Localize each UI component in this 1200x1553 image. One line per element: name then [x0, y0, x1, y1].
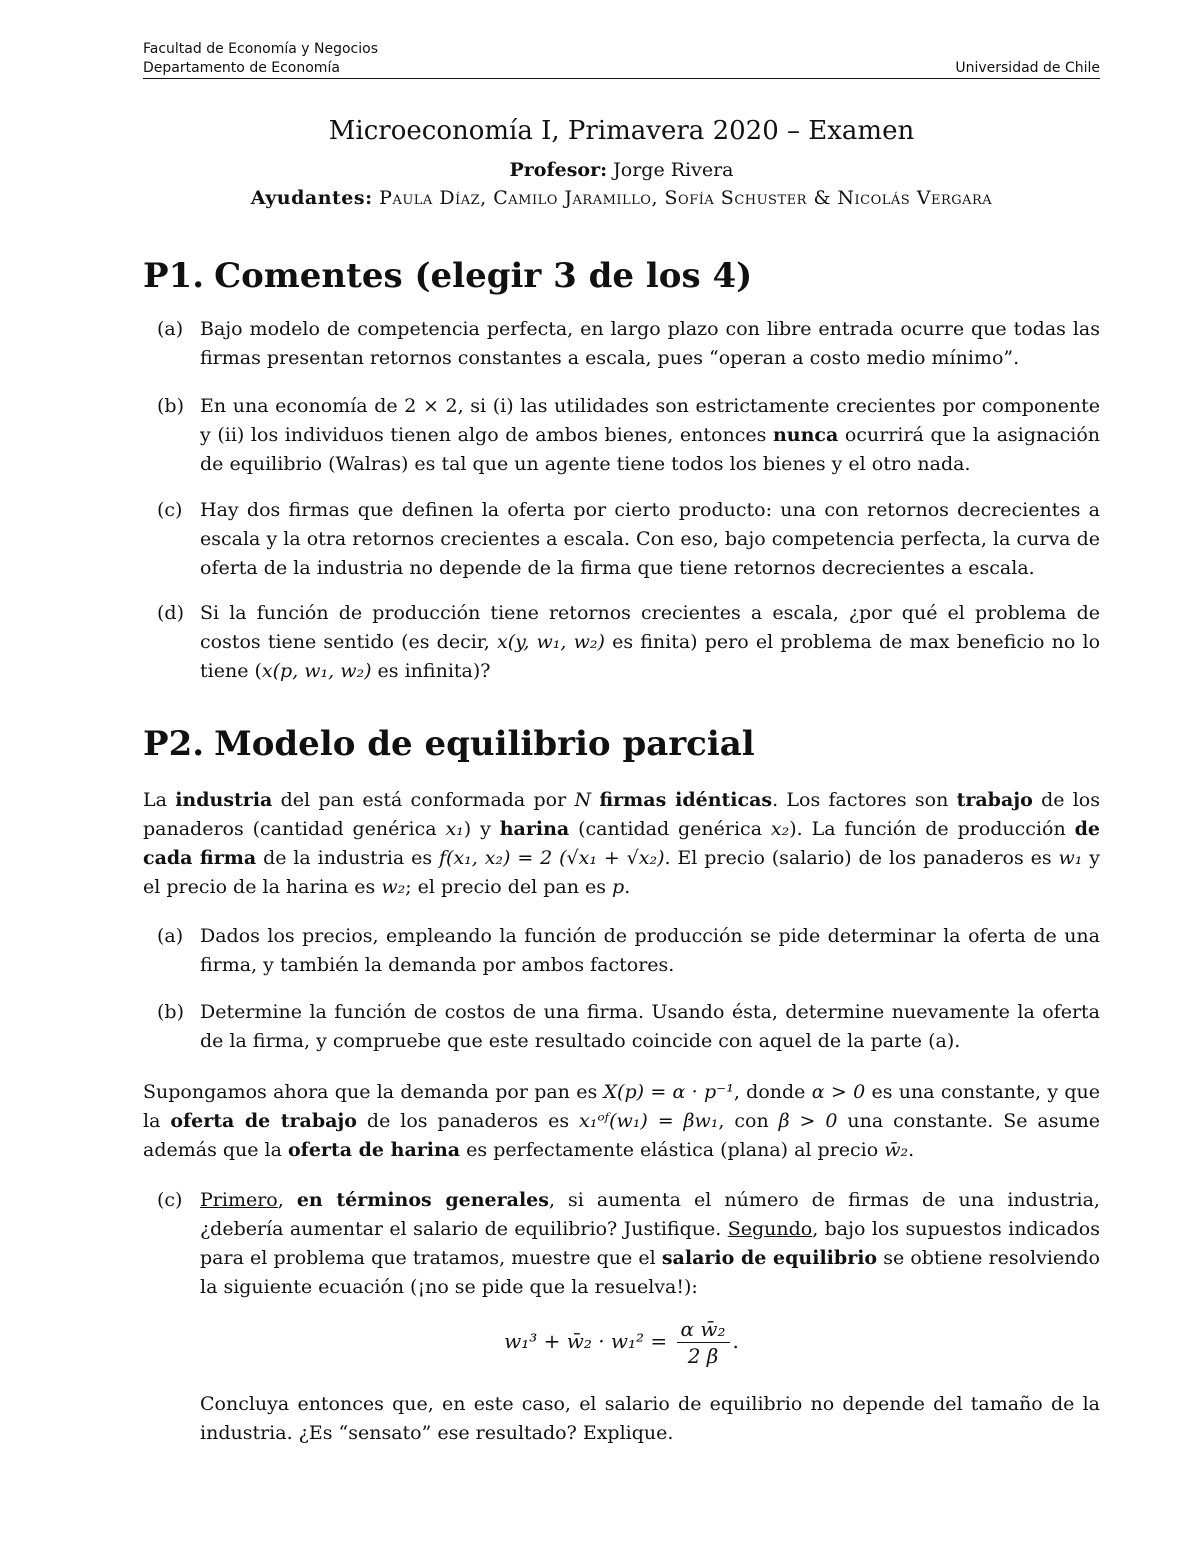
math-expression: β > 0: [778, 1110, 838, 1132]
math-expression: x₁: [445, 818, 464, 840]
emphasis-text: nunca: [772, 424, 839, 446]
item-label: (b): [157, 395, 184, 417]
text-run: de la industria es: [256, 847, 439, 869]
p2-item-a: [143, 922, 1100, 980]
math-expression: x(p, w₁, w₂): [261, 660, 372, 682]
emphasis-text: harina: [499, 818, 570, 840]
university-name: Universidad de Chile: [955, 60, 1100, 76]
item-text: Determine la función de costos de una firma. Usando ésta, determine nuevamente la oferta de la firma, y compruebe que este resultado coincide con aquel de la parte (a).: [200, 1001, 1100, 1052]
item-text: [200, 1186, 1100, 1302]
item-label: (c): [157, 499, 183, 521]
text-run: , con: [718, 1110, 779, 1132]
math-expression: w₁: [1058, 847, 1083, 869]
fraction-numerator: α w̄₂: [677, 1316, 730, 1343]
text-run: ; el precio del pan es: [405, 876, 613, 898]
emphasis-text: oferta de harina: [288, 1139, 461, 1161]
math-expression: x(y, w₁, w₂): [497, 631, 605, 653]
text-run: ,: [277, 1189, 297, 1211]
p2-conclusion: Concluya entonces que, en este caso, el salario de equilibrio no depende del tamaño de la industria. ¿Es “sensato” ese resultado? Explique.: [200, 1393, 1100, 1444]
text-run: . El precio (salario) de los panaderos es: [664, 847, 1059, 869]
text-run: ocurrirá que la asignación de equilibrio (Walras) es tal que un agente tiene todos los bienes y el otro nada.: [200, 424, 1100, 475]
emphasis-text: trabajo: [956, 789, 1033, 811]
text-run: .: [908, 1139, 915, 1161]
title-block: [143, 112, 1100, 212]
item-text: [200, 392, 1100, 479]
text-run: de los panaderos (cantidad genérica: [143, 789, 1100, 840]
text-run: del pan está conformada por: [272, 789, 575, 811]
item-text: Hay dos firmas que definen la oferta por cierto producto: una con retornos decrecientes a escala y la otra retornos crecientes a escala. Con eso, bajo competencia perfecta, la curva de oferta de la industria no depende de la firma que tiene retornos decrecientes a escala.: [200, 499, 1100, 579]
section-p1-title: [143, 254, 752, 298]
math-expression: w₂: [381, 876, 406, 898]
assistants-label: Ayudantes:: [250, 187, 373, 209]
emphasis-text: oferta de trabajo: [170, 1110, 357, 1132]
text-run: , si aumenta el número de firmas de una industria, ¿debería aumentar el salario de equilibrio? Justifique.: [200, 1189, 1100, 1240]
p2-item-c: [143, 1186, 1100, 1302]
professor-name: Jorge Rivera: [613, 159, 734, 181]
running-header: [143, 40, 1100, 78]
equation-period: .: [732, 1329, 739, 1353]
math-expression: p: [612, 876, 625, 898]
math-expression: w̄₂: [884, 1139, 909, 1161]
assistants-line: [143, 184, 1100, 212]
item-text: [200, 599, 1100, 686]
text-run: de los panaderos es: [356, 1110, 579, 1132]
text-run: es una constante, y que la: [143, 1081, 1101, 1132]
text-run: , bajo los supuestos indicados para el problema que tratamos, muestre que el: [200, 1218, 1100, 1269]
emphasis-text: salario de equilibrio: [661, 1247, 878, 1269]
text-run: La: [143, 789, 176, 811]
equilibrium-equation: [143, 1316, 1100, 1369]
document-title: Microeconomía I, Primavera 2020 – Examen: [328, 116, 915, 146]
text-run: (cantidad genérica: [569, 818, 771, 840]
item-label: (c): [157, 1189, 183, 1211]
math-expression: x₂: [770, 818, 790, 840]
p2-item-b: [143, 998, 1100, 1056]
assistants-names: Paula Díaz, Camilo Jaramillo, Sofía Schuster & Nicolás Vergara: [379, 187, 993, 209]
text-run: es infinita)?: [371, 660, 491, 682]
equation-fraction: [677, 1316, 730, 1369]
p2-suppose: [143, 1078, 1100, 1165]
item-label: (a): [157, 318, 184, 340]
text-run: .: [624, 876, 631, 898]
p2-intro: [143, 786, 1100, 902]
section-number: P2.: [143, 724, 205, 764]
header-rule: [143, 78, 1100, 79]
text-run: es finita) pero el problema de max beneficio no lo tiene (: [200, 631, 1101, 682]
emphasis-text: en términos generales: [296, 1189, 549, 1211]
p1-item-b: [143, 392, 1100, 479]
emphasis-text: firmas idénticas: [599, 789, 773, 811]
p1-item-c: [143, 496, 1100, 583]
section-heading: Comentes (elegir 3 de los 4): [214, 256, 753, 296]
text-run: ). La función de producción: [789, 818, 1075, 840]
text-run: una constante. Se asume además que la: [143, 1110, 1100, 1161]
item-label: (a): [157, 925, 184, 947]
math-expression: N: [574, 789, 592, 811]
department-name: Departamento de Economía: [143, 60, 340, 76]
text-run: Supongamos ahora que la demanda por pan es: [143, 1081, 604, 1103]
text-run: , donde: [733, 1081, 812, 1103]
p1-item-a: [143, 315, 1100, 373]
item-label: (b): [157, 1001, 184, 1023]
text-run: En una economía de 2 × 2, si (i) las utilidades son estrictamente crecientes por componente y (ii) los individuos tienen algo de ambos bienes, entonces: [200, 395, 1100, 446]
math-expression: α > 0: [811, 1081, 866, 1103]
fraction-denominator: 2 β: [687, 1344, 719, 1368]
equation-lhs: w₁³ + w̄₂ · w₁² =: [504, 1329, 668, 1353]
professor-line: [143, 156, 1100, 184]
text-run: Si la función de producción tiene retornos crecientes a escala, ¿por qué el problema de costos tiene sentido (es decir,: [200, 602, 1100, 653]
text-run: y el precio de la harina es: [143, 847, 1100, 898]
text-run: se obtiene resolviendo la siguiente ecuación (¡no se pide que la resuelva!):: [200, 1247, 1100, 1298]
item-text: Dados los precios, empleando la función de producción se pide determinar la oferta de una firma, y también la demanda por ambos factores.: [200, 925, 1100, 976]
math-expression: f(x₁, x₂) = 2 (√x₁ + √x₂): [439, 847, 665, 869]
section-number: P1.: [143, 256, 205, 296]
professor-label: Profesor:: [509, 159, 608, 181]
text-run: es perfectamente elástica (plana) al precio: [460, 1139, 885, 1161]
faculty-name: Facultad de Economía y Negocios: [143, 41, 378, 57]
item-label: (d): [157, 602, 184, 624]
math-expression: X(p) = α · p⁻¹: [603, 1081, 734, 1103]
text-run: . Los factores son: [772, 789, 957, 811]
underlined-text: Segundo: [727, 1218, 813, 1240]
emphasis-text: industria: [175, 789, 273, 811]
item-text: Bajo modelo de competencia perfecta, en largo plazo con libre entrada ocurre que todas las firmas presentan retornos constantes a escala, pues “operan a costo medio mínimo”.: [200, 318, 1100, 369]
section-p2-title: [143, 722, 755, 766]
underlined-text: Primero: [200, 1189, 278, 1211]
emphasis-text: de cada firma: [143, 818, 1100, 869]
section-heading: Modelo de equilibrio parcial: [214, 724, 755, 764]
text-run: ) y: [463, 818, 500, 840]
p1-item-d: [143, 599, 1100, 686]
math-expression: x₁ᵒᶠ(w₁) = βw₁: [579, 1110, 719, 1132]
